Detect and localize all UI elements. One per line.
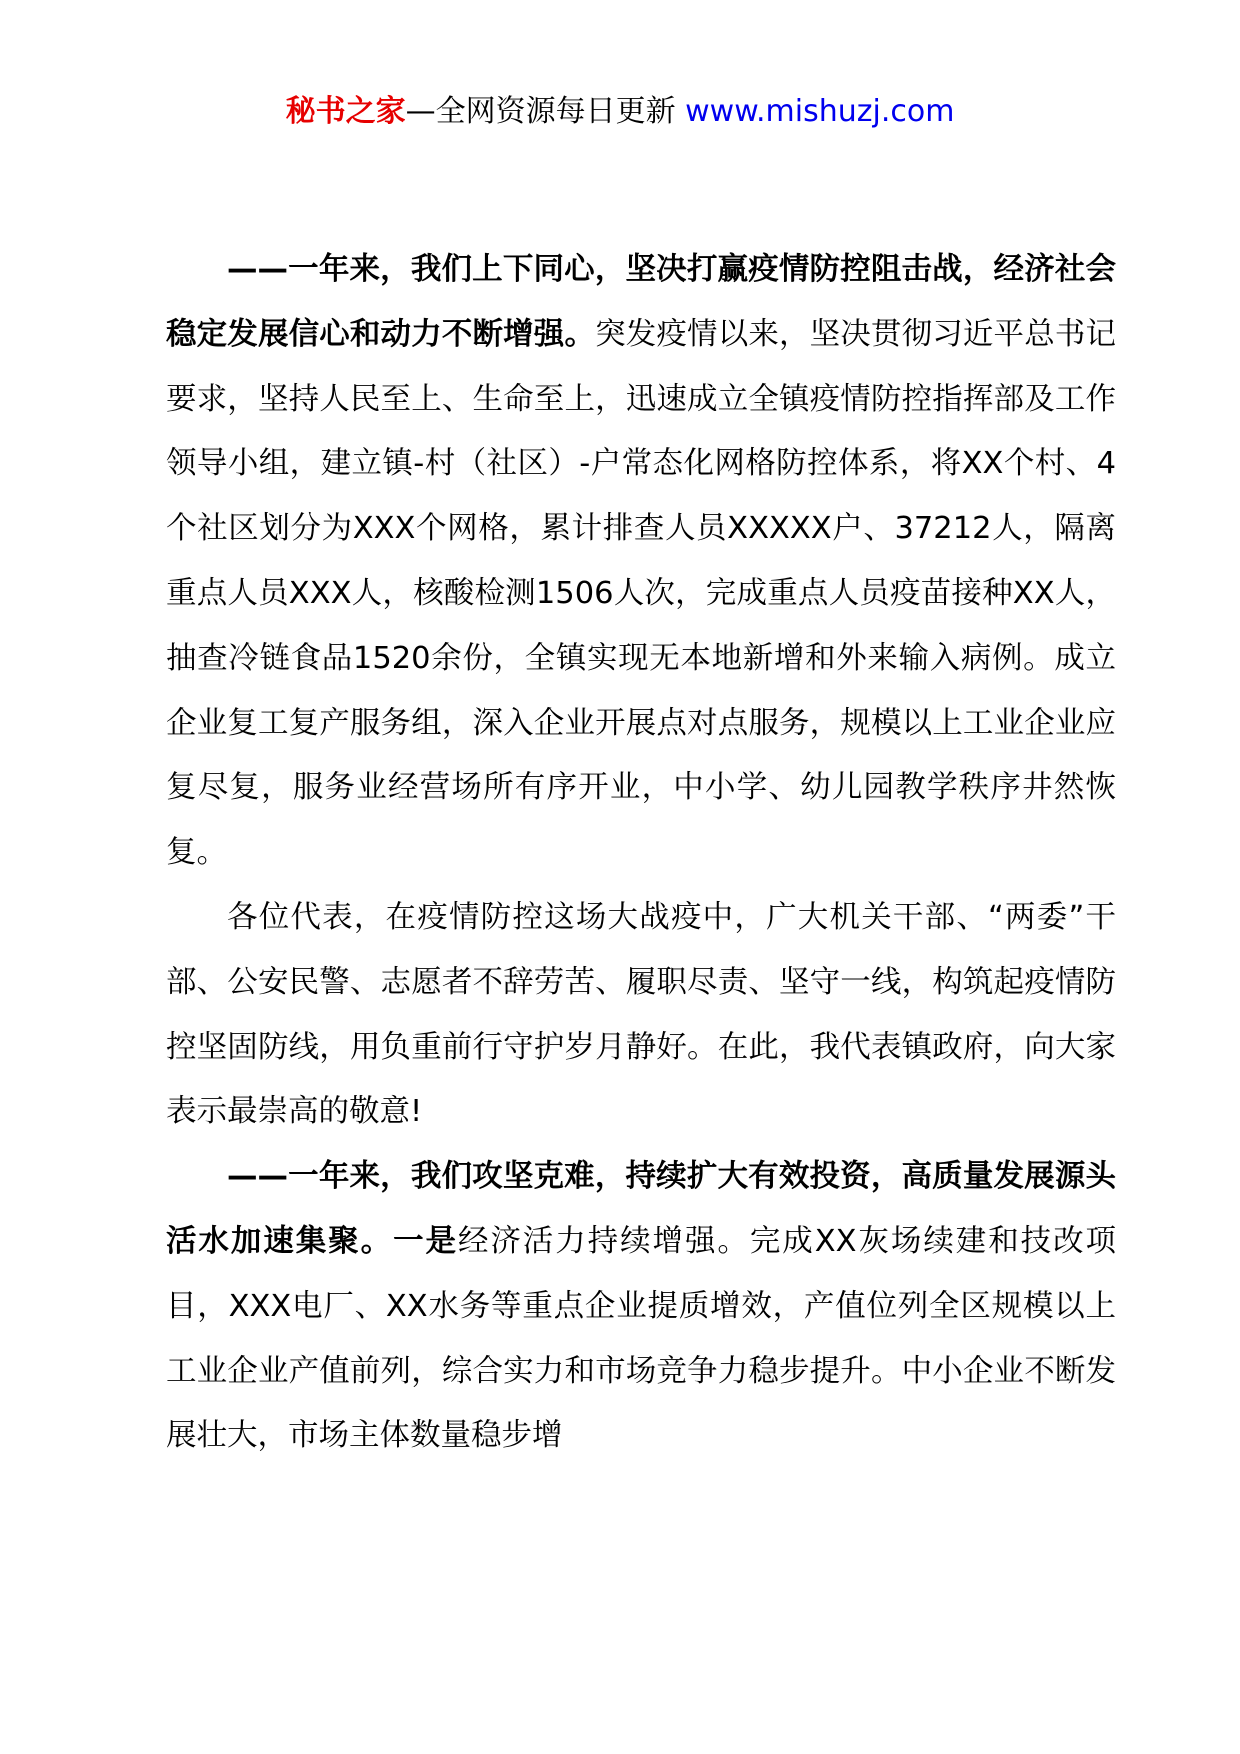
brand-name: 秘书之家 — [285, 94, 406, 129]
paragraph-epidemic — [166, 238, 1116, 886]
paragraph-subheading: 一是 — [393, 1223, 458, 1259]
paragraph-heading: ——一年来，我们攻坚克难，持续扩大有效投资，高质量发展源头活水加速集聚。 — [166, 1159, 1116, 1259]
paragraph-investment — [166, 1145, 1116, 1469]
header-tagline: —全网资源每日更新 — [405, 94, 676, 129]
paragraph-text: 各位代表，在疫情防控这场大战疫中，广大机关干部、“两委”干部、公安民警、志愿者不辞劳苦、履职尽责、坚守一线，构筑起疫情防控坚固防线，用负重前行守护岁月静好。在此，我代表镇政府，向大家表示最崇高的敬意! — [166, 899, 1116, 1130]
paragraph-text: 突发疫情以来，坚决贯彻习近平总书记要求，坚持人民至上、生命至上，迅速成立全镇疫情防控指挥部及工作领导小组，建立镇-村（社区）-户常态化网格防控体系，将XX个村、4个社区划分为XXX个网格，累计排查人员XXXXX户、37212人，隔离重点人员XXX人，核酸检测1506人次，完成重点人员疫苗接种XX人，抽查冷链食品1520余份，全镇实现无本地新增和外来输入病例。成立企业复工复产服务组，深入企业开展点对点服务，规模以上工业企业应复尽复，服务业经营场所有序开业，中小学、幼儿园教学秩序井然恢复。 — [166, 316, 1117, 871]
paragraph-text: 经济活力持续增强。完成XX灰场续建和技改项目，XXX电厂、XX水务等重点企业提质增效，产值位列全区规模以上工业企业产值前列，综合实力和市场竞争力稳步提升。中小企业不断发展壮大，市场主体数量稳步增 — [166, 1223, 1117, 1454]
paragraph-heading: ——一年来，我们上下同心，坚决打赢疫情防控阻击战，经济社会稳定发展信心和动力不断增强。 — [166, 252, 1116, 352]
site-url-link[interactable]: www.mishuzj.com — [685, 94, 955, 129]
site-header — [0, 92, 1240, 132]
document-body — [166, 238, 1116, 1469]
paragraph-tribute — [166, 886, 1116, 1145]
